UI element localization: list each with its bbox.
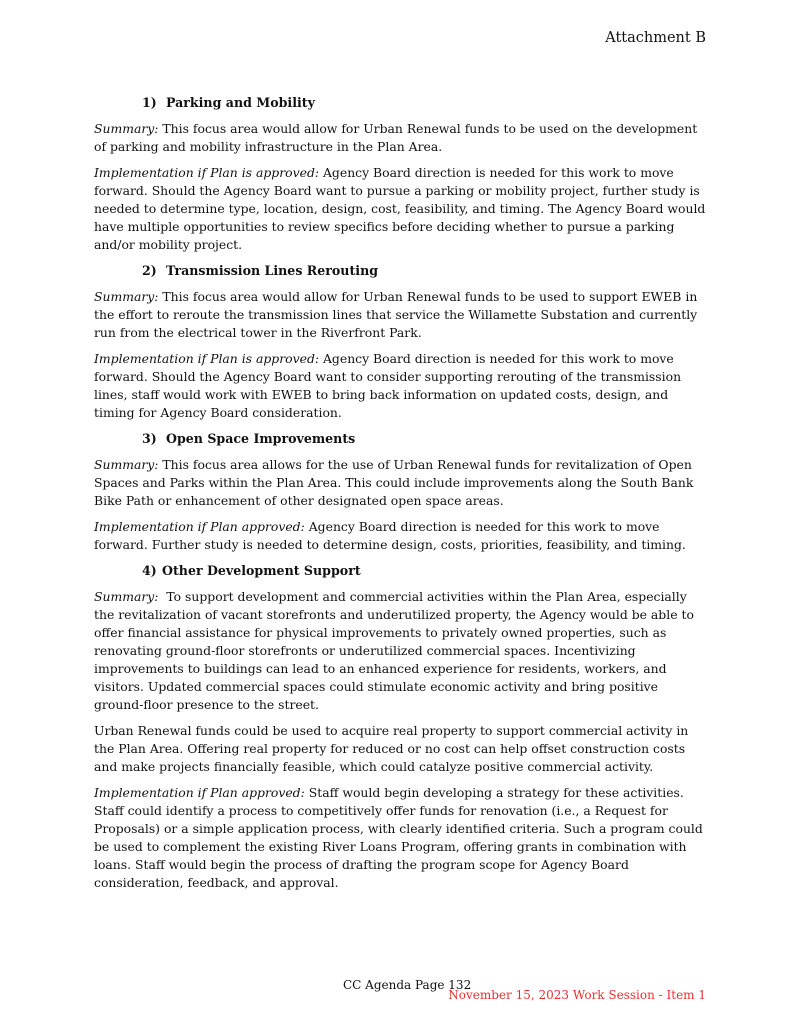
implementation-label: Implementation if Plan is approved:: [94, 165, 320, 180]
implementation-label: Implementation if Plan approved:: [94, 785, 305, 800]
work-session-stamp: November 15, 2023 Work Session - Item 1: [448, 988, 706, 1002]
summary-text: This focus area would allow for Urban Renewal funds to be used to support EWEB in the effort to reroute the transmission lines that service the Willamette Substation and currently run from the electrical tower in the Riverfront Park.: [94, 289, 698, 340]
implementation-text: Agency Board direction is needed for this work to move forward. Should the Agency Board want to consider supporting rerouting of the transmission lines, staff would work with EWEB to bring back information on updated costs, design, and timing for Agency Board consideration.: [94, 351, 682, 420]
implementation-paragraph: [94, 164, 706, 254]
implementation-paragraph: [94, 350, 706, 422]
implementation-label: Implementation if Plan approved:: [94, 519, 305, 534]
implementation-text: Agency Board direction is needed for this work to move forward. Further study is needed to determine design, costs, priorities, feasibility, and timing.: [94, 519, 686, 552]
summary-label: Summary:: [94, 457, 159, 472]
summary-paragraph: [94, 456, 706, 510]
section-heading-transmission: [142, 262, 706, 280]
body-paragraph: Urban Renewal funds could be used to acquire real property to support commercial activity in the Plan Area. Offering real property for reduced or no cost can help offset construction costs and make projects financially feasible, which could catalyze positive commercial activity.: [94, 723, 689, 774]
section-heading-parking: [142, 94, 706, 112]
implementation-text: Agency Board direction is needed for this work to move forward. Should the Agency Board want to pursue a parking or mobility project, further study is needed to determine type, location, design, cost, feasibility, and timing. The Agency Board would have multiple opportunities to review specifics before deciding whether to pursue a parking and/or mobility project.: [94, 165, 706, 252]
implementation-paragraph: [94, 784, 706, 892]
section-title: Open Space Improvements: [166, 431, 356, 446]
implementation-paragraph: [94, 518, 706, 554]
page-number: CC Agenda Page 132: [343, 978, 472, 992]
section-title: Other Development Support: [162, 563, 361, 578]
summary-paragraph: [94, 288, 706, 342]
summary-paragraph: [94, 588, 706, 714]
summary-label: Summary:: [94, 589, 159, 604]
section-number: 1): [142, 95, 157, 110]
section-number: 4): [142, 563, 157, 578]
implementation-label: Implementation if Plan is approved:: [94, 351, 320, 366]
summary-paragraph: [94, 120, 706, 156]
section-heading-other-development: [142, 562, 706, 580]
summary-text: This focus area would allow for Urban Renewal funds to be used on the development of parking and mobility infrastructure in the Plan Area.: [94, 121, 698, 154]
attachment-label: Attachment B: [605, 30, 706, 46]
section-number: 2): [142, 263, 157, 278]
summary-label: Summary:: [94, 289, 159, 304]
summary-text: To support development and commercial activities within the Plan Area, especially the revitalization of vacant storefronts and underutilized property, the Agency would be able to offer financial assistance for physical improvements to privately owned properties, such as renovating ground-floor storefronts or underutilized commercial spaces. Incentivizing improvements to buildings can lead to an enhanced experience for residents, workers, and visitors. Updated commercial spaces could stimulate economic activity and bring positive ground-floor presence to the street.: [94, 589, 698, 712]
section-title: Transmission Lines Rerouting: [166, 263, 379, 278]
implementation-text: Staff would begin developing a strategy for these activities. Staff could identify a process to competitively offer funds for renovation (i.e., a Request for Proposals) or a simple application process, with clearly identified criteria. Such a program could be used to complement the existing River Loans Program, offering grants in combination with loans. Staff would begin the process of drafting the program scope for Agency Board consideration, feedback, and approval.: [94, 785, 703, 890]
section-number: 3): [142, 431, 157, 446]
section-heading-open-space: [142, 430, 706, 448]
summary-label: Summary:: [94, 121, 159, 136]
document-body: [94, 94, 706, 900]
section-title: Parking and Mobility: [166, 95, 315, 110]
summary-text: This focus area allows for the use of Urban Renewal funds for revitalization of Open Spaces and Parks within the Plan Area. This could include improvements along the South Bank Bike Path or enhancement of other designated open space areas.: [94, 457, 694, 508]
